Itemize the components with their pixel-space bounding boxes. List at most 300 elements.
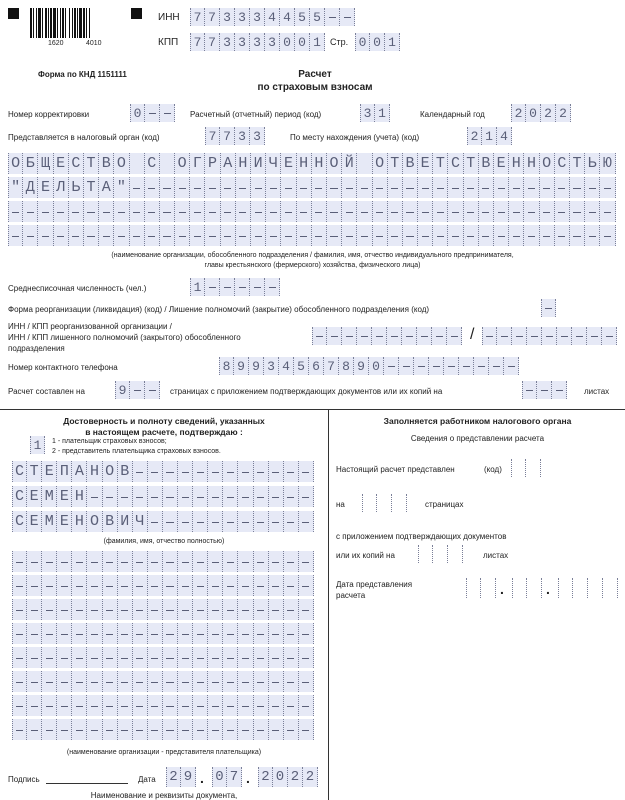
char-cell: 1 (482, 127, 497, 145)
char-cell (524, 201, 539, 222)
char-cell (570, 177, 585, 198)
char-cell (99, 225, 114, 246)
char-cell (238, 623, 253, 644)
sheets-label: листах (483, 551, 509, 560)
pages-count-field[interactable] (115, 381, 160, 399)
char-cell (163, 575, 178, 596)
char-cell: О (175, 153, 190, 174)
char-cell (448, 545, 463, 563)
char-cell (444, 357, 459, 375)
char-cell (388, 225, 403, 246)
char-cell (522, 381, 537, 399)
char-cell: Е (54, 153, 69, 174)
char-cell (417, 327, 432, 345)
document-label: Наименование и реквизиты документа, (90, 791, 238, 800)
char-cell: 1 (385, 33, 400, 51)
char-cell (238, 511, 253, 532)
char-cell (42, 671, 57, 692)
char-cell (299, 623, 314, 644)
char-cell (357, 153, 372, 174)
representative-line-8[interactable] (12, 719, 314, 740)
char-cell: 1 (190, 278, 205, 296)
char-cell (373, 177, 388, 198)
char-cell: С (12, 486, 27, 507)
char-cell (103, 695, 118, 716)
char-cell (87, 623, 102, 644)
char-cell (175, 177, 190, 198)
char-cell: Н (524, 153, 539, 174)
char-cell: И (251, 153, 266, 174)
char-cell (251, 201, 266, 222)
org-name-line-3[interactable] (8, 201, 616, 222)
char-cell: Ь (69, 177, 84, 198)
char-cell (269, 695, 284, 716)
char-cell: Н (87, 461, 102, 482)
char-cell (373, 201, 388, 222)
char-cell: 3 (235, 33, 250, 51)
char-cell: 7 (205, 127, 220, 145)
char-cell (362, 494, 377, 512)
char-cell (160, 153, 175, 174)
year-label: Календарный год (420, 110, 485, 119)
char-cell: С (12, 461, 27, 482)
char-cell: Б (23, 153, 38, 174)
submission-date-year[interactable] (558, 578, 618, 598)
char-cell (23, 201, 38, 222)
char-cell (133, 695, 148, 716)
submission-date-month[interactable] (512, 578, 542, 598)
char-cell (87, 695, 102, 716)
char-cell (373, 225, 388, 246)
char-cell (284, 551, 299, 572)
char-cell (223, 623, 238, 644)
surname-field[interactable] (12, 461, 314, 482)
char-cell (42, 647, 57, 668)
reorg-inn-field[interactable] (312, 327, 462, 345)
name-field[interactable] (12, 486, 314, 507)
char-cell (148, 551, 163, 572)
char-cell (238, 695, 253, 716)
char-cell (266, 201, 281, 222)
char-cell: В (103, 511, 118, 532)
char-cell (236, 225, 251, 246)
char-cell (327, 201, 342, 222)
representative-line-6[interactable] (12, 671, 314, 692)
char-cell (494, 177, 509, 198)
char-cell: Т (433, 153, 448, 174)
barcode (30, 8, 118, 38)
char-cell (327, 327, 342, 345)
char-cell (254, 719, 269, 740)
submission-date-day[interactable] (466, 578, 496, 598)
char-cell: 4 (265, 8, 280, 26)
char-cell (148, 486, 163, 507)
correction-field[interactable] (130, 104, 175, 122)
char-cell: 2 (467, 127, 482, 145)
patronymic-field[interactable] (12, 511, 314, 532)
char-cell (133, 647, 148, 668)
char-cell: 2 (303, 767, 318, 787)
char-cell (555, 201, 570, 222)
tax-sheets-field[interactable] (418, 545, 463, 563)
char-cell (87, 599, 102, 620)
char-cell (284, 599, 299, 620)
tax-presented-code-field[interactable] (511, 459, 541, 477)
char-cell (603, 578, 618, 598)
reorg-form-field[interactable] (541, 299, 556, 317)
char-cell (87, 486, 102, 507)
char-cell (269, 575, 284, 596)
representative-line-1[interactable] (12, 551, 314, 572)
char-cell: П (57, 461, 72, 482)
char-cell: 9 (354, 357, 369, 375)
char-cell (540, 177, 555, 198)
year-field[interactable] (511, 104, 571, 122)
char-cell (388, 177, 403, 198)
char-cell (524, 225, 539, 246)
on-label: на (336, 500, 345, 509)
char-cell: Е (494, 153, 509, 174)
reorg-kpp-field[interactable] (482, 327, 617, 345)
char-cell (448, 201, 463, 222)
char-cell (193, 599, 208, 620)
representative-line-7[interactable] (12, 695, 314, 716)
representative-line-5[interactable] (12, 647, 314, 668)
char-cell: Т (84, 177, 99, 198)
reorg-inn-kpp-label-3: подразделения (8, 344, 65, 353)
char-cell: Ь (585, 153, 600, 174)
char-cell (377, 494, 392, 512)
char-cell (223, 461, 238, 482)
char-cell (299, 719, 314, 740)
char-cell (72, 695, 87, 716)
char-cell: Н (72, 511, 87, 532)
char-cell (254, 623, 269, 644)
signature-line[interactable] (46, 783, 128, 784)
char-cell (357, 327, 372, 345)
char-cell: 4 (279, 357, 294, 375)
char-cell: Е (281, 153, 296, 174)
char-cell (72, 623, 87, 644)
char-cell (103, 599, 118, 620)
char-cell (555, 177, 570, 198)
date-label: Дата (138, 775, 156, 784)
tax-pages-field[interactable] (362, 494, 407, 512)
char-cell (208, 551, 223, 572)
char-cell: Р (205, 153, 220, 174)
char-cell: О (327, 153, 342, 174)
char-cell (447, 327, 462, 345)
char-cell (163, 599, 178, 620)
section-divider (0, 409, 625, 410)
inn-field[interactable] (190, 8, 355, 26)
char-cell (489, 357, 504, 375)
org-name-line-4[interactable] (8, 225, 616, 246)
char-cell (84, 225, 99, 246)
char-cell (238, 671, 253, 692)
representative-line-3[interactable] (12, 599, 314, 620)
char-cell (541, 299, 556, 317)
char-cell: А (221, 153, 236, 174)
char-cell (118, 719, 133, 740)
char-cell (208, 486, 223, 507)
char-cell: 3 (360, 104, 375, 122)
char-cell (163, 623, 178, 644)
char-cell (251, 177, 266, 198)
char-cell: Ю (600, 153, 615, 174)
char-cell (72, 551, 87, 572)
char-cell (72, 647, 87, 668)
char-cell (190, 177, 205, 198)
char-cell: Т (570, 153, 585, 174)
char-cell: 2 (288, 767, 303, 787)
char-cell (42, 623, 57, 644)
date-year-field[interactable] (258, 767, 318, 787)
char-cell: 6 (309, 357, 324, 375)
char-cell (281, 225, 296, 246)
char-cell (284, 511, 299, 532)
char-cell (103, 647, 118, 668)
char-cell (27, 695, 42, 716)
page-label: Стр. (330, 37, 349, 47)
char-cell (178, 575, 193, 596)
char-cell (118, 647, 133, 668)
page-number-field[interactable] (355, 33, 400, 51)
char-cell (284, 695, 299, 716)
char-cell (163, 647, 178, 668)
char-cell (103, 719, 118, 740)
phone-field[interactable] (219, 357, 519, 375)
char-cell (103, 671, 118, 692)
char-cell (299, 695, 314, 716)
char-cell (325, 8, 340, 26)
char-cell (585, 177, 600, 198)
char-cell (540, 201, 555, 222)
char-cell (342, 327, 357, 345)
char-cell (205, 201, 220, 222)
org-name-line-2[interactable] (8, 177, 616, 198)
char-cell: 5 (295, 8, 310, 26)
char-cell (160, 177, 175, 198)
char-cell (193, 511, 208, 532)
char-cell (299, 599, 314, 620)
char-cell (118, 695, 133, 716)
char-cell (57, 575, 72, 596)
char-cell: 3 (220, 8, 235, 26)
char-cell (84, 201, 99, 222)
period-field[interactable] (360, 104, 390, 122)
char-cell (537, 381, 552, 399)
char-cell (193, 719, 208, 740)
char-cell: Г (190, 153, 205, 174)
char-cell (269, 671, 284, 692)
attachment-sheets-field[interactable] (522, 381, 567, 399)
char-cell (133, 719, 148, 740)
char-cell (448, 225, 463, 246)
kpp-field[interactable] (190, 33, 325, 51)
char-cell (403, 201, 418, 222)
char-cell (208, 671, 223, 692)
char-cell (494, 201, 509, 222)
submission-date-label-1: Дата представления (336, 580, 413, 589)
char-cell (494, 225, 509, 246)
char-cell (178, 551, 193, 572)
char-cell (312, 225, 327, 246)
char-cell: 9 (181, 767, 196, 787)
char-cell (27, 719, 42, 740)
char-cell (588, 578, 603, 598)
char-cell (133, 599, 148, 620)
char-cell (193, 575, 208, 596)
char-cell: О (8, 153, 23, 174)
char-cell (312, 327, 327, 345)
org-name-line-1[interactable] (8, 153, 616, 174)
char-cell (205, 177, 220, 198)
char-cell (384, 357, 399, 375)
char-cell (327, 225, 342, 246)
char-cell: Т (84, 153, 99, 174)
char-cell (269, 461, 284, 482)
char-cell (193, 551, 208, 572)
char-cell (238, 461, 253, 482)
char-cell (429, 357, 444, 375)
char-cell: Е (57, 486, 72, 507)
char-cell (504, 357, 519, 375)
char-cell (175, 225, 190, 246)
char-cell (130, 381, 145, 399)
char-cell (254, 575, 269, 596)
char-cell (163, 719, 178, 740)
char-cell (392, 494, 407, 512)
char-cell (133, 486, 148, 507)
char-cell (87, 551, 102, 572)
char-cell (8, 201, 23, 222)
char-cell: Е (57, 511, 72, 532)
char-cell (512, 578, 527, 598)
char-cell (178, 461, 193, 482)
char-cell: 0 (280, 33, 295, 51)
char-cell: Ч (133, 511, 148, 532)
reorg-inn-kpp-label-1: ИНН / КПП реорганизованной организации / (8, 322, 172, 331)
char-cell: 5 (294, 357, 309, 375)
char-cell: А (72, 461, 87, 482)
char-cell: Н (297, 153, 312, 174)
barcode-bar (90, 8, 91, 38)
signer-code-field[interactable] (30, 436, 45, 454)
confirm-heading-2: в настоящем расчете, подтверждаю : (85, 427, 243, 437)
char-cell (103, 551, 118, 572)
char-cell (284, 671, 299, 692)
char-cell (281, 201, 296, 222)
location-field[interactable] (467, 127, 512, 145)
char-cell (459, 357, 474, 375)
char-cell (299, 647, 314, 668)
char-cell (57, 695, 72, 716)
char-cell (254, 671, 269, 692)
char-cell (570, 225, 585, 246)
period-label: Расчетный (отчетный) период (код) (190, 110, 322, 119)
char-cell: Е (42, 461, 57, 482)
char-cell (481, 578, 496, 598)
char-cell (163, 486, 178, 507)
char-cell (178, 671, 193, 692)
char-cell: 1 (375, 104, 390, 122)
char-cell (193, 671, 208, 692)
char-cell: 4 (497, 127, 512, 145)
char-cell (27, 551, 42, 572)
char-cell (254, 461, 269, 482)
char-cell: 0 (369, 357, 384, 375)
pages-label-after: листах (584, 387, 610, 396)
char-cell (238, 599, 253, 620)
char-cell (221, 225, 236, 246)
char-cell (223, 695, 238, 716)
char-cell (42, 575, 57, 596)
char-cell (148, 511, 163, 532)
char-cell (482, 327, 497, 345)
representative-line-2[interactable] (12, 575, 314, 596)
char-cell (585, 225, 600, 246)
date-day-field[interactable] (166, 767, 196, 787)
char-cell (193, 461, 208, 482)
char-cell (72, 671, 87, 692)
char-cell (254, 486, 269, 507)
headcount-field[interactable] (190, 278, 280, 296)
char-cell (600, 225, 615, 246)
char-cell (414, 357, 429, 375)
char-cell (148, 575, 163, 596)
signer-option-2: 2 - представитель плательщика страховых взносов. (52, 448, 221, 455)
char-cell (133, 551, 148, 572)
char-cell (399, 357, 414, 375)
char-cell (178, 695, 193, 716)
char-cell (27, 599, 42, 620)
org-name-caption-1: (наименование организации, обособленного подразделения / фамилия, имя, отчество индивидуального предпринимателя, (111, 252, 514, 259)
char-cell: 3 (264, 357, 279, 375)
reorg-form-label: Форма реорганизации (ликвидация) (код) / Лишение полномочий (закрытие) обособленного подразделения (код) (8, 305, 430, 314)
pages-text-label: страницах (425, 500, 464, 509)
char-cell (418, 225, 433, 246)
char-cell (269, 551, 284, 572)
tax-organ-field[interactable] (205, 127, 265, 145)
char-cell: Ч (266, 153, 281, 174)
char-cell (223, 575, 238, 596)
char-cell (54, 225, 69, 246)
representative-line-4[interactable] (12, 623, 314, 644)
char-cell (284, 461, 299, 482)
char-cell (254, 647, 269, 668)
char-cell: Д (23, 177, 38, 198)
char-cell: 2 (166, 767, 181, 787)
char-cell (145, 225, 160, 246)
char-cell: 9 (115, 381, 130, 399)
kpp-label: КПП (158, 37, 179, 48)
date-month-field[interactable] (212, 767, 242, 787)
char-cell (193, 486, 208, 507)
char-cell (527, 578, 542, 598)
char-cell (312, 177, 327, 198)
char-cell: 2 (556, 104, 571, 122)
char-cell (12, 671, 27, 692)
char-cell: 7 (205, 8, 220, 26)
char-cell (297, 177, 312, 198)
char-cell: 7 (190, 8, 205, 26)
barcode-number-left: 1620 (48, 40, 64, 47)
char-cell (509, 201, 524, 222)
char-cell (284, 575, 299, 596)
char-cell: 3 (265, 33, 280, 51)
char-cell (299, 486, 314, 507)
